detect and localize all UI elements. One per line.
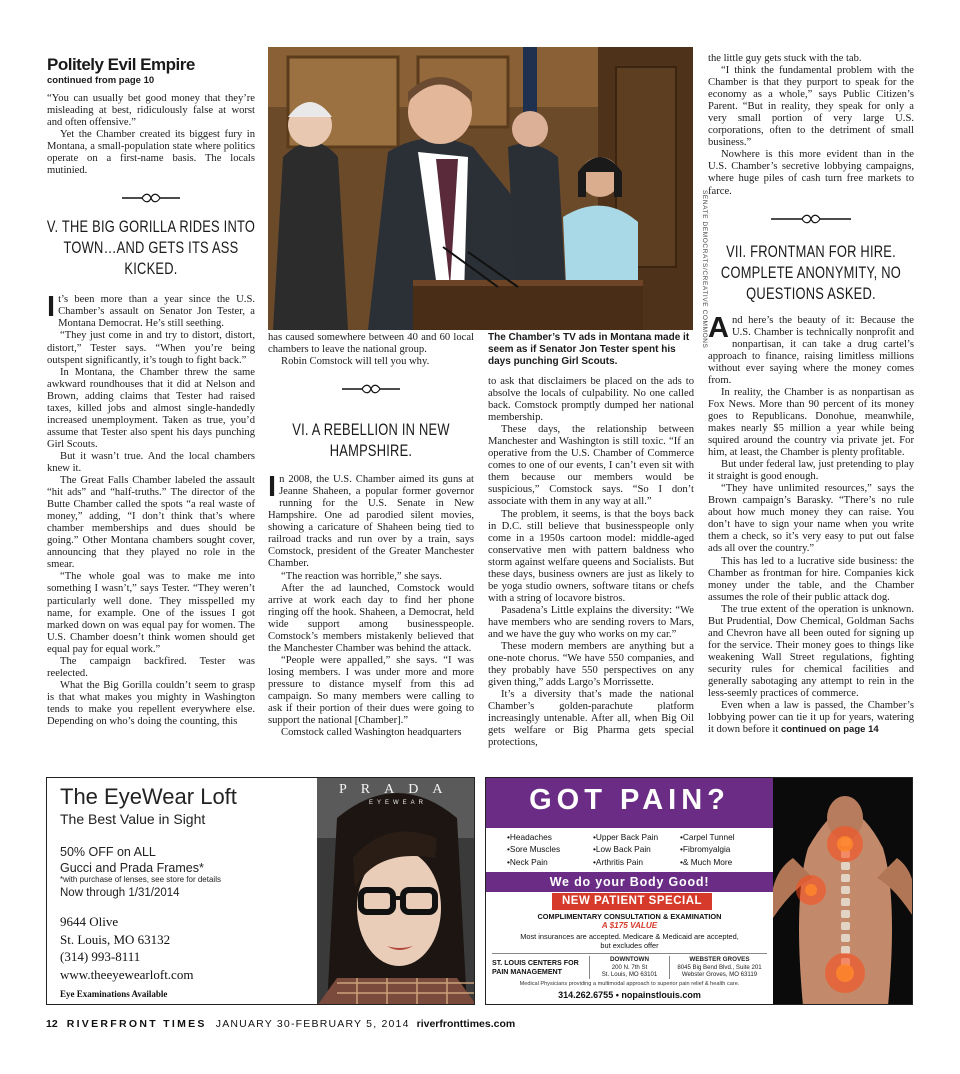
paragraph: The Great Falls Chamber labeled the assault “hit ads” and “half-truths.” The director of the Butte Chamber called the spots “a real waste of money,” adding, “I don’t think that’s where chamber memberships and dues should be going.” Other Montana chambers sought cover, announcing that they played no role in the smear. — [47, 475, 255, 571]
photo-credit: SENATE DEMOCRATS/CREATIVE COMMONS — [701, 190, 708, 349]
spine-pain-photo — [773, 778, 913, 1005]
paragraph: Comstock called Washington headquarters — [281, 727, 462, 739]
location-webster-groves: WEBSTER GROVES 8045 Big Bend Blvd., Suite 201 Webster Groves, MO 63119 — [669, 956, 769, 979]
offer-value: A $175 VALUE — [601, 921, 658, 930]
section-ornament — [47, 189, 255, 207]
list-item: •Neck Pain •Arthritis Pain •& Much More — [507, 856, 733, 867]
pain-management-ad[interactable] — [485, 777, 913, 1005]
paragraph: What the Big Gorilla couldn’t seem to grasp is that what makes you mighty in Washington tends to make you repellent everywhere else. Depending on who’s doing the counting, this — [47, 679, 255, 727]
section-subhead-v: V. THE BIG GORILLA RIDES INTO TOWN…AND GETS ITS ASS KICKED. — [46, 218, 256, 279]
conditions-list — [507, 831, 735, 868]
consultation-offer: COMPLIMENTARY CONSULTATION & EXAMINATION — [537, 912, 722, 921]
senators-press-photo — [268, 47, 693, 330]
divider — [492, 953, 767, 954]
paragraph: Robin Comstock will tell you why. — [281, 356, 430, 368]
paragraph: These modern members are anything but a one-note chorus. “We have 550 companies, and they probably have 550 perspectives on any given thing,” adds Largo’s Morrissette. — [488, 641, 694, 689]
continued-on[interactable]: continued on page 14 — [780, 724, 879, 736]
medical-note: Medical Physicians providing a multimodal approach to superior pain relief & health care. — [519, 981, 740, 987]
column-4 — [708, 53, 914, 736]
story-headline: Politely Evil Empire — [47, 55, 195, 74]
paragraph: The problem, it seems, is that the boys back in D.C. still believe that businesspeople only come in a 1950s cartoon model: middle-aged conservative men with pattern baldness who storm against welfare queens and Socialists. But these days, business owners are just as likely to be yoga studio owners, software titans or chefs with a string of locavore bistros. — [488, 508, 694, 604]
drop-cap: I — [268, 471, 277, 504]
column-1 — [47, 55, 255, 728]
insurance-note: Most insurances are accepted. Medicare & Medicaid are accepted, but excludes offer — [520, 932, 739, 950]
ad-exams-note: Eye Examinations Available — [60, 989, 168, 999]
column-2 — [268, 332, 474, 739]
list-item: •Headaches •Upper Back Pain •Carpel Tunnel — [507, 832, 735, 842]
page-number: 12 — [46, 1018, 58, 1030]
paragraph: “They have unlimited resources,” says the Brown campaign’s Barasky. “There’s no rule about how much money they can raise. You don’t have to sign your name when you write them a check, so it’s very easy to put out false ads all over the country.” — [708, 483, 914, 555]
lead-paragraph: And here’s the beauty of it: Because the U.S. Chamber is technically nonprofit and nonpartisan, it can take a drug cartel’s approach to finance, raising limitless millions without ever saying where the money comes from. — [708, 311, 914, 386]
publication-name: RIVERFRONT TIMES — [66, 1018, 207, 1030]
paragraph: Even when a law is passed, the Chamber’s lobbying power can tie it up for years, watering it down before it continued on page 14 — [708, 700, 914, 736]
paragraph: “You can usually bet good money that they’re misleading at best, ridiculously false at worst and often offensive.” — [47, 93, 255, 129]
section-subhead-vi: VI. A REBELLION IN NEW HAMPSHIRE. — [292, 421, 450, 461]
ad-title: The EyeWear Loft — [60, 784, 237, 809]
drop-cap: A — [708, 311, 729, 344]
new-patient-badge: NEW PATIENT SPECIAL — [552, 893, 712, 910]
brand-logo-sub: EYEWEAR — [369, 800, 428, 806]
paragraph: Yet the Chamber created its biggest fury in Montana, a small-population state where politics operate on a first-name basis. The locals mutinied. — [47, 129, 255, 177]
ad-phone: (314) 993-8111 — [60, 949, 141, 964]
ad-tagline: We do your Body Good! — [486, 872, 773, 892]
brand-logo: PRADA — [339, 782, 457, 797]
paragraph: “People were appalled,” she says. “I was losing members. I was under more and more pressure to distance myself from this ad campaign. So many members were calling to ask if their portion of their dues were going to support the national [Chamber].” — [268, 654, 474, 727]
section-ornament — [708, 210, 914, 228]
ad-offer-dates: Now through 1/31/2014 — [60, 887, 180, 899]
paragraph: Pasadena’s Little explains the diversity: “We have members who are sending rovers to Mars, and we have the guy who works on my car.” — [488, 604, 694, 640]
paragraph: But under federal law, just pretending to play it straight is good enough. — [708, 459, 914, 483]
paragraph: This has led to a lucrative side business: the Chamber as frontman for hire. Companies kick money under the table, and the Chamber assumes the role of their public attack dog. — [708, 555, 914, 603]
drop-cap: I — [47, 291, 56, 324]
paragraph: After the ad launched, Comstock would arrive at work each day to find her phone ringing off the hook. Shaheen, a Democrat, held wide support among businesspeople. Comstock’s members mistakenly believed that the Manchester Chamber was behind the attack. — [268, 582, 474, 654]
paragraph: has caused somewhere between 40 and 60 local chambers to leave the national group. — [268, 332, 474, 356]
issue-date: JANUARY 30-FEBRUARY 5, 2014 — [215, 1018, 410, 1030]
clinic-name: ST. LOUIS CENTERS FOR PAIN MANAGEMENT — [492, 959, 579, 976]
paragraph: It’s a diversity that’s made the national Chamber’s golden-parachute platform increasingly untenable. After all, when Big Oil gets welfare or Big Pharma gets special protections, — [488, 689, 694, 749]
section-subhead-vii: VII. FRONTMAN FOR HIRE. COMPLETE ANONYMITY, NO QUESTIONS ASKED. — [720, 242, 902, 303]
paragraph: But it wasn’t true. And the local chambers knew it. — [47, 450, 255, 474]
location-downtown: DOWNTOWN 200 N. 7th St St. Louis, MO 63101 — [589, 956, 669, 979]
paragraph: In Montana, the Chamber threw the same awkward roundhouses that it did at Nelson and Brown, adding claims that Tester had raised taxes, killed jobs and almost single-handedly increased unemployment. Taken as true, you’d assume that Tester also spent his days punching Girl Scouts. — [47, 366, 255, 450]
list-item: •Sore Muscles •Low Back Pain •Fibromyalgia — [507, 844, 731, 855]
eyewear-loft-ad[interactable] — [46, 777, 475, 1005]
section-ornament — [268, 380, 474, 398]
paragraph: Nowhere is this more evident than in the U.S. Chamber’s secretive lobbying campaigns, where huge piles of cash turn free markets to farce. — [708, 149, 914, 197]
ad-offer: 50% OFF on ALL Gucci and Prada Frames* — [60, 845, 204, 875]
ad-subtitle: The Best Value in Sight — [60, 811, 206, 827]
ad-header-bar — [486, 778, 773, 828]
ad-address: 9644 Olive St. Louis, MO 63132 (314) 993-8111 www.theeyewearloft.com — [60, 914, 194, 982]
column-3 — [488, 332, 694, 749]
lead-paragraph: It’s been more than a year since the U.S. Chamber’s assault on Senator Jon Tester, a Montana Democrat. He’s still seething. — [47, 291, 255, 330]
paragraph: The campaign backfired. Tester was reelected. — [47, 655, 255, 679]
paragraph: “I think the fundamental problem with the Chamber is that they purport to speak for the economy as a whole,” says Public Citizen’s Parent. “But in reality, they speak for only a very small portion of very large U.S. corporations, often to the detriment of small business.” — [708, 65, 914, 149]
paragraph: to ask that disclaimers be placed on the ads to absolve the locals of culpability. No one called back. Comstock promptly dumped her national membership. — [488, 376, 694, 424]
paragraph: In reality, the Chamber is as nonpartisan as Fox News. More than 90 percent of its money goes to Republicans. Donohue, meanwhile, makes nearly $5 million a year while being squired around the country via private jet. For him, at least, the Chamber is plenty profitable. — [708, 386, 914, 459]
ad-title: GOT PAIN? — [529, 784, 730, 816]
paragraph: The true extent of the operation is unknown. But Prudential, Dow Chemical, Goldman Sachs and Chevron have all been outed for signing up for the service. Their money goes to things like weakening Wall Street regulations, fighting security rules for chemical facilities and generally sabotaging any attempt to rein in the less-seemly practices of commerce. — [708, 603, 914, 700]
model-photo — [317, 778, 475, 1005]
paragraph: “The reaction was horrible,” she says. — [281, 570, 442, 582]
paragraph: “They just come in and try to distort, distort, distort,” Tester says. “When you’re being outspent significantly, it’s tough to fight back.” — [47, 330, 255, 366]
photo-caption: The Chamber’s TV ads in Montana made it seem as if Senator Jon Tester spent his days punching Girl Scouts. — [488, 332, 690, 367]
ad-fine-print: *with purchase of lenses, see store for details — [60, 875, 221, 884]
paragraph: the little guy gets stuck with the tab. — [708, 53, 862, 64]
paragraph: “The whole goal was to make me into something I wasn’t,” says Tester. “They weren’t particularly well done. They misspelled my name, for example. One of the issues I got marked down on was equal pay for women. The U.S. Chamber doesn’t think women should get equal pay for equal work.” — [47, 571, 255, 655]
paragraph: These days, the relationship between Manchester and Washington is still toxic. “If an operative from the U.S. Chamber of Commerce comes to one of our events, I can’t even sit with them because our members would be suspicious,” Comstock says. “So I don’t associate with them in any way at all.” — [488, 424, 694, 508]
page-footer — [46, 1018, 515, 1030]
website-link[interactable]: riverfronttimes.com — [416, 1018, 516, 1030]
continued-from: continued from page 10 — [47, 75, 155, 86]
ad-website: www.theeyewearloft.com — [60, 966, 194, 982]
ad-phone-web[interactable]: 314.262.6755 • nopainstlouis.com — [558, 990, 701, 1000]
lead-paragraph: In 2008, the U.S. Chamber aimed its guns at Jeanne Shaheen, a popular former governor running for the U.S. Senate in New Hampshire. One ad parodied silent movies, showing a caricature of Shaheen being tied to railroad tracks and run over by a train, says Comstock, president of the Greater Manchester Chamber. — [268, 471, 474, 570]
